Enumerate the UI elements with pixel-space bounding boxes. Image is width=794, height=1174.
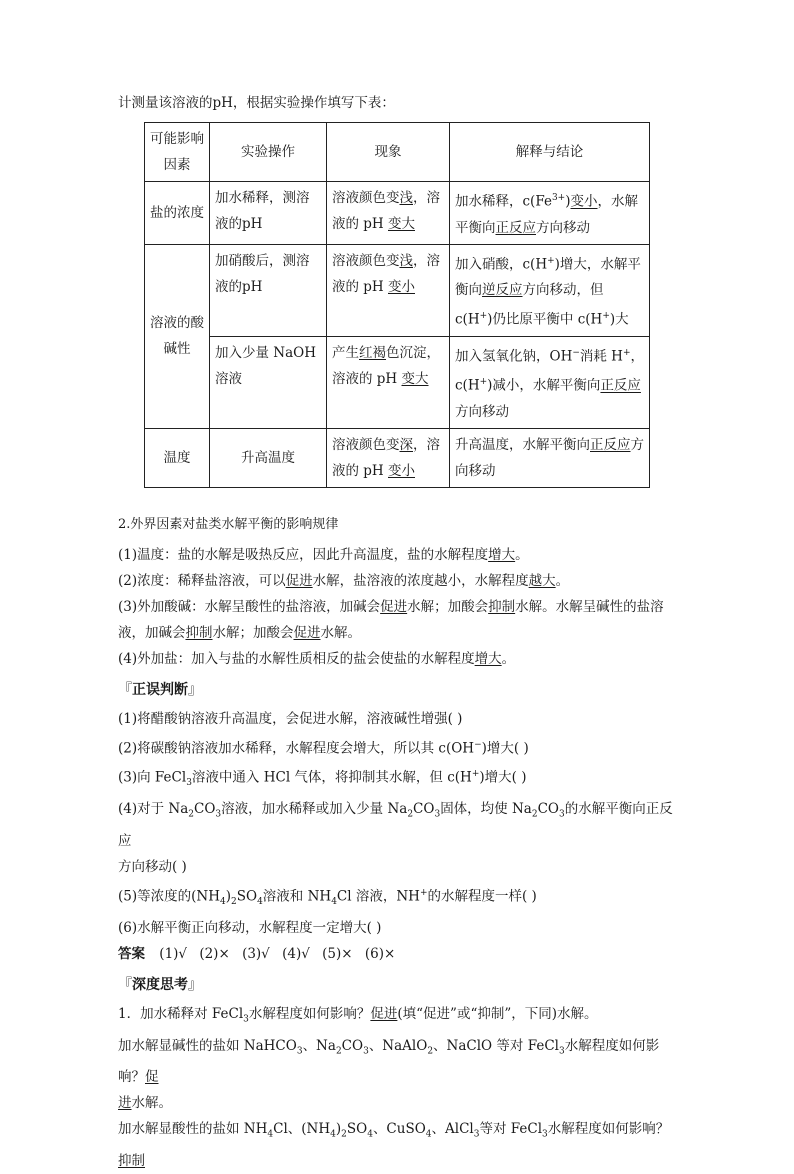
superscript: − <box>572 347 580 358</box>
text: )增大( ) <box>481 740 529 756</box>
text: 水解；加酸会 <box>407 598 489 615</box>
judge-q1: (1)将醋酸钠溶液升高温度，会促进水解，溶液碱性增强( ) <box>118 710 463 727</box>
text: 、NaAlO <box>368 1037 428 1054</box>
rule-salt <box>118 646 678 672</box>
operation-cell: 加入少量 NaOH 溶液 <box>210 336 327 428</box>
text: ) <box>335 1121 342 1138</box>
text: 固体，均使 Na <box>440 801 532 818</box>
judge-title: 正误判断 <box>132 681 188 698</box>
conclusion-cell <box>450 428 650 487</box>
subscript: 4 <box>267 1130 274 1141</box>
bracket-open-icon: 『 <box>118 977 132 994</box>
underlined-answer: 促 <box>145 1069 159 1086</box>
text: 产生 <box>332 344 359 361</box>
text: SO <box>346 1121 368 1138</box>
underlined-answer: 红褐 <box>359 344 386 361</box>
experiment-table <box>144 122 650 488</box>
subscript: 2 <box>407 809 414 820</box>
deep-q2 <box>118 1033 678 1117</box>
underlined-answer: 促进 <box>370 1006 398 1023</box>
factor-concentration: 盐的浓度 <box>145 182 210 245</box>
answer-item: (2)× <box>199 946 230 963</box>
text: 水解，盐溶液的浓度越小，水解程度 <box>312 572 529 589</box>
text: 溶液和 NH <box>262 888 332 905</box>
underlined-answer: 正反应 <box>600 377 641 394</box>
text: )减小，水解平衡向 <box>487 377 601 394</box>
subscript: 3 <box>434 809 441 820</box>
text: 方向移动 <box>536 219 590 236</box>
text: 、NaClO 等对 FeCl <box>433 1037 559 1054</box>
phenomenon-cell <box>327 428 450 487</box>
bracket-open-icon: 『 <box>118 681 132 698</box>
phenomenon-cell <box>327 336 450 428</box>
subscript: 4 <box>331 897 337 908</box>
answer-item: (6)× <box>364 946 396 963</box>
text: 加水稀释，c(Fe <box>455 193 552 210</box>
subscript: 3 <box>215 809 222 820</box>
conclusion-cell <box>450 244 650 336</box>
subscript: 2 <box>427 1046 434 1057</box>
subscript: 2 <box>335 1046 342 1057</box>
subscript: 3 <box>186 778 192 789</box>
text: SO <box>236 888 258 905</box>
underlined-answer: 浅 <box>399 190 413 206</box>
subscript: 3 <box>296 1046 303 1057</box>
operation-cell: 加水稀释，测溶液的pH <box>210 182 327 245</box>
underlined-answer: 变大 <box>388 216 415 232</box>
section-title: 2.外界因素对盐类水解平衡的影响规律 <box>118 516 339 532</box>
text: 溶液中通入 HCl 气体，将抑制其水解，但 c(H <box>191 769 472 786</box>
text: 水解。水解呈碱性的盐溶 <box>515 598 664 615</box>
underlined-answer: 促进 <box>285 572 313 589</box>
underlined-answer: 抑制 <box>118 1153 145 1170</box>
conclusion-cell <box>450 182 650 245</box>
superscript: + <box>602 311 610 321</box>
subscript: 4 <box>367 1130 373 1141</box>
subscript: 4 <box>257 897 263 908</box>
header-conclusion: 解释与结论 <box>450 123 650 182</box>
superscript: + <box>622 347 631 358</box>
subscript: 3 <box>243 1014 249 1025</box>
answer-item: (5)× <box>322 946 353 963</box>
text: (填“促进”或“抑制”，下同)水解。 <box>397 1006 598 1023</box>
table-header-row <box>145 123 650 182</box>
text: 。 <box>501 650 516 667</box>
text: )仍比原平衡中 c(H <box>487 311 603 328</box>
operation-cell: 升高温度 <box>210 428 327 487</box>
table-row <box>145 244 650 336</box>
text: )增大，水解平衡向 <box>455 256 641 298</box>
subscript: 3 <box>558 1046 565 1057</box>
intro-text: 计测量该溶液的pH，根据实验操作填写下表： <box>118 95 395 111</box>
text: ，溶液的 pH <box>332 190 440 232</box>
text: (3)向 FeCl <box>118 769 187 786</box>
subscript: 2 <box>231 897 237 908</box>
deep-q1 <box>118 1001 678 1033</box>
text: 。 <box>555 572 570 589</box>
text: ，溶液的 pH <box>332 436 440 479</box>
superscript: + <box>547 255 555 266</box>
subscript: 4 <box>219 897 226 908</box>
text: 升高温度，水解平衡向 <box>455 436 590 453</box>
text: (2)浓度：稀释盐溶液，可以 <box>118 572 286 589</box>
text: Cl 溶液，NH <box>336 888 420 905</box>
text: 水解；加酸会 <box>212 624 294 641</box>
underlined-answer: 深 <box>399 436 413 453</box>
text: )增大( ) <box>479 769 527 786</box>
subscript: 4 <box>330 1130 336 1141</box>
text: 加水解显酸性的盐如 NH <box>118 1121 268 1138</box>
underlined-answer: 正反应 <box>495 219 536 236</box>
judge-q3 <box>118 761 678 796</box>
text: 加入氢氧化钠，OH <box>455 348 573 364</box>
document-page <box>118 92 678 1174</box>
factor-temperature: 温度 <box>145 428 210 487</box>
header-phenomenon: 现象 <box>327 123 450 182</box>
superscript: − <box>474 739 482 750</box>
subscript: 2 <box>188 809 195 820</box>
text: Cl、(NH <box>273 1121 331 1138</box>
text: 、AlCl <box>431 1121 474 1138</box>
table-row <box>145 182 650 245</box>
text: 方向移动( ) <box>118 858 187 875</box>
text: 溶液，加水稀释或加入少量 Na <box>221 801 408 818</box>
underlined-answer: 变小 <box>570 193 598 210</box>
superscript: + <box>419 887 428 898</box>
underlined-answer: 促进 <box>380 598 408 615</box>
bracket-close-icon: 』 <box>188 681 202 698</box>
text: 、Na <box>302 1037 336 1054</box>
rule-concentration <box>118 568 678 594</box>
text: 水解。 <box>131 1095 172 1112</box>
text: 1．加水稀释对 FeCl <box>118 1006 244 1023</box>
judge-q4 <box>118 796 678 880</box>
text: CO <box>537 801 559 818</box>
text: 方向移动，但 c(H <box>455 282 604 328</box>
rule-temperature <box>118 542 678 568</box>
phenomenon-cell <box>327 244 450 336</box>
underlined-answer: 抑制 <box>185 624 213 641</box>
deep-title: 深度思考 <box>132 977 188 994</box>
header-factor: 可能影响因素 <box>145 123 210 182</box>
subscript: 2 <box>531 809 538 820</box>
text: CO <box>413 801 435 818</box>
table-row <box>145 428 650 487</box>
superscript: + <box>471 769 480 779</box>
underlined-answer: 变小 <box>388 278 415 295</box>
judge-heading <box>118 678 678 702</box>
subscript: 3 <box>473 1130 480 1141</box>
text: 水解程度如何影响？ <box>118 1037 660 1086</box>
text: ) <box>565 193 571 210</box>
text: ，溶液的 pH <box>332 252 440 295</box>
phenomenon-cell <box>327 182 450 245</box>
answer-item: (1)√ <box>159 946 188 963</box>
answer-label: 答案 <box>118 946 145 963</box>
text: CO <box>194 801 216 818</box>
underlined-answer: 抑制 <box>488 598 516 615</box>
deep-q3 <box>118 1116 678 1174</box>
underlined-answer: 增大 <box>488 546 516 563</box>
text: ，水解平衡向 <box>455 193 639 236</box>
text: (3)外加酸碱：水解呈酸性的盐溶液，加碱会 <box>118 598 381 615</box>
underlined-answer: 变小 <box>388 462 415 479</box>
underlined-answer: 正反应 <box>590 436 631 453</box>
text: (1)温度：盐的水解是吸热反应，因此升高温度，盐的水解程度 <box>118 546 489 563</box>
factor-acidity: 溶液的酸碱性 <box>145 244 210 428</box>
text: )大 <box>609 311 629 328</box>
subscript: 2 <box>341 1130 347 1141</box>
text: (2)将碳酸钠溶液加水稀释，水解程度会增大，所以其 c(OH <box>118 740 475 756</box>
text: 加水解显碱性的盐如 NaHCO <box>118 1037 297 1054</box>
subscript: 4 <box>425 1130 432 1141</box>
underlined-answer: 进 <box>118 1095 132 1112</box>
text: 加入硝酸，c(H <box>455 256 548 272</box>
text: (4)对于 Na <box>118 801 189 818</box>
conclusion-cell <box>450 336 650 428</box>
text: ) <box>225 888 231 905</box>
text: 水解程度如何影响？ <box>248 1006 371 1023</box>
text: 。 <box>515 546 529 563</box>
text: 液，加碱会 <box>118 624 186 641</box>
answer-line <box>118 941 678 967</box>
subscript: 3 <box>542 1130 548 1141</box>
text: ，c(H <box>455 348 645 394</box>
answer-item: (3)√ <box>242 946 270 963</box>
text: 的水解平衡向正反应 <box>118 801 673 849</box>
text: CO <box>341 1037 364 1054</box>
rule-acid-base <box>118 594 678 646</box>
underlined-answer: 增大 <box>474 650 502 667</box>
text: 溶液颜色变 <box>332 436 400 453</box>
text: 水解程度如何影响？ <box>547 1121 670 1138</box>
subscript: 3 <box>363 1046 369 1057</box>
superscript: + <box>479 311 488 321</box>
text: 的水解程度一样( ) <box>427 888 537 905</box>
answer-item: (4)√ <box>282 946 310 963</box>
superscript: 3+ <box>551 193 566 203</box>
text: 水解。 <box>320 624 361 641</box>
text: 色沉淀，溶液的 pH <box>332 344 440 387</box>
table-row <box>145 336 650 428</box>
underlined-answer: 逆反应 <box>482 282 523 298</box>
operation-cell: 加硝酸后，测溶液的pH <box>210 244 327 336</box>
text: 方向移动 <box>455 436 644 479</box>
text: (5)等浓度的(NH <box>118 888 220 905</box>
underlined-answer: 越大 <box>528 572 556 589</box>
text: 溶液颜色变 <box>332 190 400 206</box>
deep-heading <box>118 973 678 997</box>
text: (4)外加盐：加入与盐的水解性质相反的盐会使盐的水解程度 <box>118 650 475 667</box>
judge-q2 <box>118 732 678 762</box>
judge-q5 <box>118 880 678 915</box>
text: 消耗 H <box>579 348 623 364</box>
header-operation: 实验操作 <box>210 123 327 182</box>
underlined-answer: 促进 <box>293 624 321 641</box>
superscript: + <box>479 377 488 387</box>
text: 溶液颜色变 <box>332 252 400 269</box>
text: 方向移动 <box>455 403 509 420</box>
judge-q6: (6)水解平衡正向移动，水解程度一定增大( ) <box>118 920 382 937</box>
underlined-answer: 变大 <box>401 370 429 387</box>
text: 等对 FeCl <box>479 1121 543 1138</box>
bracket-close-icon: 』 <box>188 977 202 994</box>
subscript: 3 <box>558 809 565 820</box>
underlined-answer: 浅 <box>399 252 413 269</box>
text: 、CuSO <box>372 1121 426 1138</box>
